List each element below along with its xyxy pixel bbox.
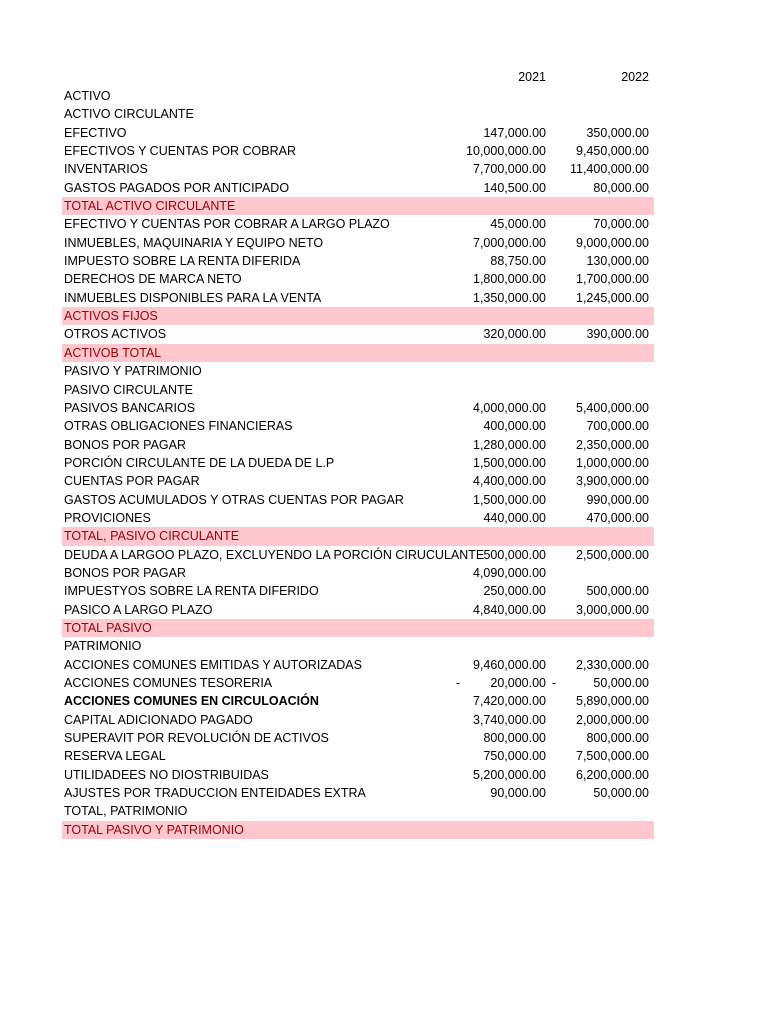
table-row xyxy=(62,546,654,564)
value-2021: 88,750.00 xyxy=(490,254,546,269)
table-row xyxy=(62,472,654,490)
table-row xyxy=(62,729,654,747)
value-2022: 5,400,000.00 xyxy=(576,400,649,415)
table-row xyxy=(62,270,654,288)
value-2021: 7,700,000.00 xyxy=(473,162,546,177)
value-2022: 1,700,000.00 xyxy=(576,272,649,287)
year-2021-header: 2021 xyxy=(518,70,546,84)
value-2021: 4,400,000.00 xyxy=(473,474,546,489)
total-row xyxy=(62,821,654,839)
table-row xyxy=(62,142,654,160)
row-label: OTRAS OBLIGACIONES FINANCIERAS xyxy=(64,419,293,434)
value-2021: 4,090,000.00 xyxy=(473,565,546,580)
value-2021: 7,420,000.00 xyxy=(473,694,546,709)
row-label: CAPITAL ADICIONADO PAGADO xyxy=(64,712,253,727)
row-label: IMPUESTO SOBRE LA RENTA DIFERIDA xyxy=(64,254,301,269)
table-row xyxy=(62,454,654,472)
table-row xyxy=(62,766,654,784)
row-label: OTROS ACTIVOS xyxy=(64,327,167,342)
value-2022: 350,000.00 xyxy=(586,125,649,140)
row-label: DEUDA A LARGOO PLAZO, EXCLUYENDO LA PORCIÓN CIRUCULANTE xyxy=(64,547,485,562)
balance-rows xyxy=(62,87,654,839)
value-2022: 2,350,000.00 xyxy=(576,437,649,452)
value-2021: 1,280,000.00 xyxy=(473,437,546,452)
row-label: SUPERAVIT POR REVOLUCIÓN DE ACTIVOS xyxy=(64,731,329,746)
row-label: EFECTIVOS Y CUENTAS POR COBRAR xyxy=(64,144,296,159)
row-label: GASTOS PAGADOS POR ANTICIPADO xyxy=(64,180,290,195)
table-row xyxy=(62,381,654,399)
year-2022-header: 2022 xyxy=(621,70,649,84)
row-label: INMUEBLES DISPONIBLES PARA LA VENTA xyxy=(64,290,322,305)
value-2022: 7,500,000.00 xyxy=(576,749,649,764)
row-label: PROVICIONES xyxy=(64,510,151,525)
table-row xyxy=(62,215,654,233)
year-header-row xyxy=(62,68,654,87)
value-2021: 7,000,000.00 xyxy=(473,235,546,250)
value-2022: 2,330,000.00 xyxy=(576,657,649,672)
table-row xyxy=(62,417,654,435)
value-2022: 80,000.00 xyxy=(593,180,649,195)
value-2021: 10,000,000.00 xyxy=(466,144,546,159)
total-row xyxy=(62,344,654,362)
row-label: UTILIDADEES NO DIOSTRIBUIDAS xyxy=(64,767,269,782)
value-2022: 390,000.00 xyxy=(586,327,649,342)
row-label: PORCIÓN CIRCULANTE DE LA DUEDA DE L.P xyxy=(64,455,335,470)
row-label: CUENTAS POR PAGAR xyxy=(64,474,200,489)
value-2021: 5,200,000.00 xyxy=(473,767,546,782)
value-2022: 50,000.00 xyxy=(593,676,649,690)
value-2022: 1,245,000.00 xyxy=(576,290,649,305)
row-label: TOTAL, PASIVO CIRCULANTE xyxy=(64,529,240,544)
table-row xyxy=(62,289,654,307)
row-label: TOTAL, PATRIMONIO xyxy=(64,804,188,819)
total-row xyxy=(62,527,654,545)
row-label: EFECTIVO Y CUENTAS POR COBRAR A LARGO PLAZO xyxy=(64,217,390,232)
value-2021: 1,500,000.00 xyxy=(473,492,546,507)
value-2021: 800,000.00 xyxy=(483,731,546,746)
row-label: ACTIVO xyxy=(64,89,111,103)
table-row xyxy=(62,692,654,710)
row-label: PASICO A LARGO PLAZO xyxy=(64,602,213,617)
table-row xyxy=(62,509,654,527)
negative-sign-2021: - xyxy=(456,676,461,690)
row-label: DERECHOS DE MARCA NETO xyxy=(64,272,242,287)
row-label: PASIVOS BANCARIOS xyxy=(64,400,196,415)
value-2022: 500,000.00 xyxy=(586,584,649,599)
row-label: ACCIONES COMUNES EN CIRCULOACIÓN xyxy=(64,694,319,709)
value-2021: 1,800,000.00 xyxy=(473,272,546,287)
value-2021: 1,350,000.00 xyxy=(473,290,546,305)
total-row xyxy=(62,307,654,325)
value-2022: 2,500,000.00 xyxy=(576,547,649,562)
row-label: PATRIMONIO xyxy=(64,639,142,654)
row-label: INMUEBLES, MAQUINARIA Y EQUIPO NETO xyxy=(64,235,324,250)
value-2021: 147,000.00 xyxy=(483,125,546,140)
row-label: ACTIVO CIRCULANTE xyxy=(64,107,194,122)
table-row xyxy=(62,399,654,417)
total-row xyxy=(62,619,654,637)
table-row xyxy=(62,160,654,178)
value-2021: 440,000.00 xyxy=(483,510,546,525)
table-row xyxy=(62,252,654,270)
value-2022: 70,000.00 xyxy=(593,217,649,232)
row-label: TOTAL PASIVO xyxy=(64,620,152,635)
table-row xyxy=(62,436,654,454)
table-row xyxy=(62,491,654,509)
balance-sheet xyxy=(62,68,654,839)
table-row xyxy=(62,325,654,343)
table-row xyxy=(62,564,654,582)
value-2021: 1,500,000.00 xyxy=(473,455,546,470)
value-2022: 3,900,000.00 xyxy=(576,474,649,489)
row-label: GASTOS ACUMULADOS Y OTRAS CUENTAS POR PAGAR xyxy=(64,492,404,507)
row-label: IMPUESTYOS SOBRE LA RENTA DIFERIDO xyxy=(64,584,319,599)
value-2022: 700,000.00 xyxy=(586,419,649,434)
table-row xyxy=(62,637,654,655)
table-row xyxy=(62,656,654,674)
value-2021: 500,000.00 xyxy=(483,547,546,562)
table-row xyxy=(62,601,654,619)
value-2021: 90,000.00 xyxy=(490,786,546,801)
value-2022: 9,000,000.00 xyxy=(576,235,649,250)
value-2021: 9,460,000.00 xyxy=(473,657,546,672)
table-row xyxy=(62,124,654,142)
row-label: INVENTARIOS xyxy=(64,162,148,177)
row-label: TOTAL PASIVO Y PATRIMONIO xyxy=(64,822,244,837)
value-2022: 11,400,000.00 xyxy=(569,162,649,177)
value-2021: 45,000.00 xyxy=(490,217,546,232)
row-label: AJUSTES POR TRADUCCION ENTEIDADES EXTRA xyxy=(64,786,366,801)
value-2022: 3,000,000.00 xyxy=(576,602,649,617)
value-2022: 990,000.00 xyxy=(586,492,649,507)
table-row xyxy=(62,87,654,105)
row-label: BONOS POR PAGAR xyxy=(64,437,187,452)
table-row xyxy=(62,179,654,197)
value-2022: 5,890,000.00 xyxy=(576,694,649,709)
row-label: ACTIVOB TOTAL xyxy=(64,345,162,360)
negative-sign-2022: - xyxy=(552,676,557,690)
row-label: ACCIONES COMUNES TESORERIA xyxy=(64,676,273,690)
table-row xyxy=(62,711,654,729)
value-2021: 3,740,000.00 xyxy=(473,712,546,727)
value-2022: 6,200,000.00 xyxy=(576,767,649,782)
value-2021: 4,840,000.00 xyxy=(473,602,546,617)
value-2022: 9,450,000.00 xyxy=(576,144,649,159)
row-label: RESERVA LEGAL xyxy=(64,749,166,764)
value-2021: 250,000.00 xyxy=(483,584,546,599)
row-label: PASIVO Y PATRIMONIO xyxy=(64,364,202,379)
table-row xyxy=(62,234,654,252)
table-row xyxy=(62,802,654,820)
total-row xyxy=(62,197,654,215)
value-2022: 130,000.00 xyxy=(586,254,649,269)
value-2021: 400,000.00 xyxy=(483,419,546,434)
value-2022: 2,000,000.00 xyxy=(576,712,649,727)
value-2022: 1,000,000.00 xyxy=(576,455,649,470)
table-row xyxy=(62,582,654,600)
value-2021: 140,500.00 xyxy=(483,180,546,195)
table-row xyxy=(62,362,654,380)
table-row xyxy=(62,105,654,123)
value-2022: 50,000.00 xyxy=(593,786,649,801)
table-row xyxy=(62,674,654,692)
value-2021: 750,000.00 xyxy=(483,749,546,764)
row-label: ACTIVOS FIJOS xyxy=(64,309,158,324)
row-label: BONOS POR PAGAR xyxy=(64,565,187,580)
value-2021: 4,000,000.00 xyxy=(473,400,546,415)
row-label: ACCIONES COMUNES EMITIDAS Y AUTORIZADAS xyxy=(64,657,362,672)
table-row xyxy=(62,784,654,802)
value-2022: 800,000.00 xyxy=(586,731,649,746)
row-label: EFECTIVO xyxy=(64,125,127,140)
value-2021: 20,000.00 xyxy=(490,676,546,690)
row-label: PASIVO CIRCULANTE xyxy=(64,382,193,397)
value-2021: 320,000.00 xyxy=(483,327,546,342)
value-2022: 470,000.00 xyxy=(586,510,649,525)
table-row xyxy=(62,747,654,765)
row-label: TOTAL ACTIVO CIRCULANTE xyxy=(64,199,236,214)
